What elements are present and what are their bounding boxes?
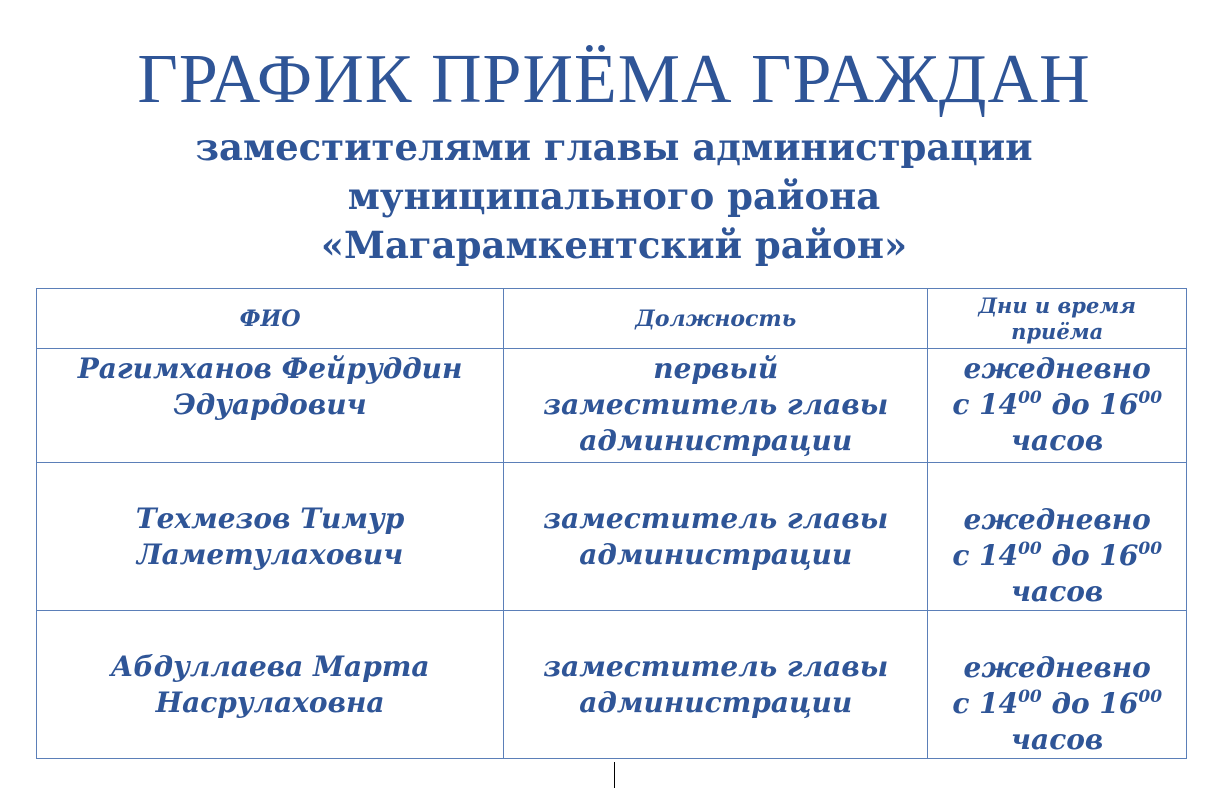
cell-days	[928, 611, 1187, 759]
table-row	[37, 349, 1187, 463]
name-line-2: Насрулаховна	[155, 685, 385, 719]
time-from-minutes: 00	[1018, 388, 1042, 408]
subtitle-line-1: заместителями главы администрации	[195, 125, 1033, 169]
position-line-2: администрации	[579, 537, 853, 571]
cell-position	[504, 349, 928, 463]
days-line-1: ежедневно	[963, 651, 1151, 684]
position-line-2: администрации	[579, 685, 853, 719]
name-line-1: Техмезов Тимур	[135, 501, 405, 535]
time-to-minutes: 00	[1138, 687, 1163, 707]
position-line-2: заместитель главы	[543, 388, 889, 421]
name-line-1: Рагимханов Фейруддин	[77, 352, 463, 385]
cell-position	[504, 611, 928, 759]
time-middle: до 16	[1041, 388, 1139, 421]
table-row	[37, 611, 1187, 759]
time-line	[934, 686, 1180, 722]
time-prefix: с 14	[952, 539, 1019, 572]
time-to-minutes: 00	[1138, 539, 1163, 559]
time-line	[934, 538, 1180, 574]
header-days	[928, 289, 1187, 349]
position-line-3: администрации	[579, 424, 853, 457]
time-from-minutes: 00	[1018, 539, 1042, 559]
position-line-1: заместитель главы	[543, 649, 889, 683]
days-line-3: часов	[1011, 424, 1104, 457]
days-line-3: часов	[1011, 723, 1104, 756]
table-header-row	[37, 289, 1187, 349]
cell-name	[37, 611, 504, 759]
name-line-2: Эдуардович	[173, 388, 367, 421]
page-title: ГРАФИК ПРИЁМА ГРАЖДАН	[137, 41, 1091, 118]
subtitle-line-2: муниципального района	[347, 174, 881, 218]
cell-days	[928, 463, 1187, 611]
header-days-line-2: приёма	[1011, 318, 1104, 344]
days-line-3: часов	[1011, 575, 1104, 608]
time-from-minutes: 00	[1018, 687, 1042, 707]
time-middle: до 16	[1041, 539, 1139, 572]
time-middle: до 16	[1041, 687, 1139, 720]
time-prefix: с 14	[952, 388, 1019, 421]
header-position: Должность	[504, 289, 928, 349]
days-line-1: ежедневно	[963, 352, 1151, 385]
name-line-2: Ламетулахович	[136, 537, 404, 571]
subtitle-line-3: «Магарамкентский район»	[320, 223, 908, 267]
text-cursor	[614, 762, 615, 788]
days-line-1: ежедневно	[963, 503, 1151, 536]
name-line-1: Абдуллаева Марта	[110, 649, 430, 683]
time-line	[934, 387, 1180, 423]
cell-days	[928, 349, 1187, 463]
time-prefix: с 14	[952, 687, 1019, 720]
reception-schedule-table	[36, 288, 1187, 759]
table-row	[37, 463, 1187, 611]
header-name: ФИО	[37, 289, 504, 349]
position-line-1: первый	[653, 352, 779, 385]
header-days-line-1: Дни и время	[978, 292, 1136, 318]
position-line-1: заместитель главы	[543, 501, 889, 535]
time-to-minutes: 00	[1138, 388, 1163, 408]
cell-position	[504, 463, 928, 611]
cell-name	[37, 349, 504, 463]
cell-name	[37, 463, 504, 611]
